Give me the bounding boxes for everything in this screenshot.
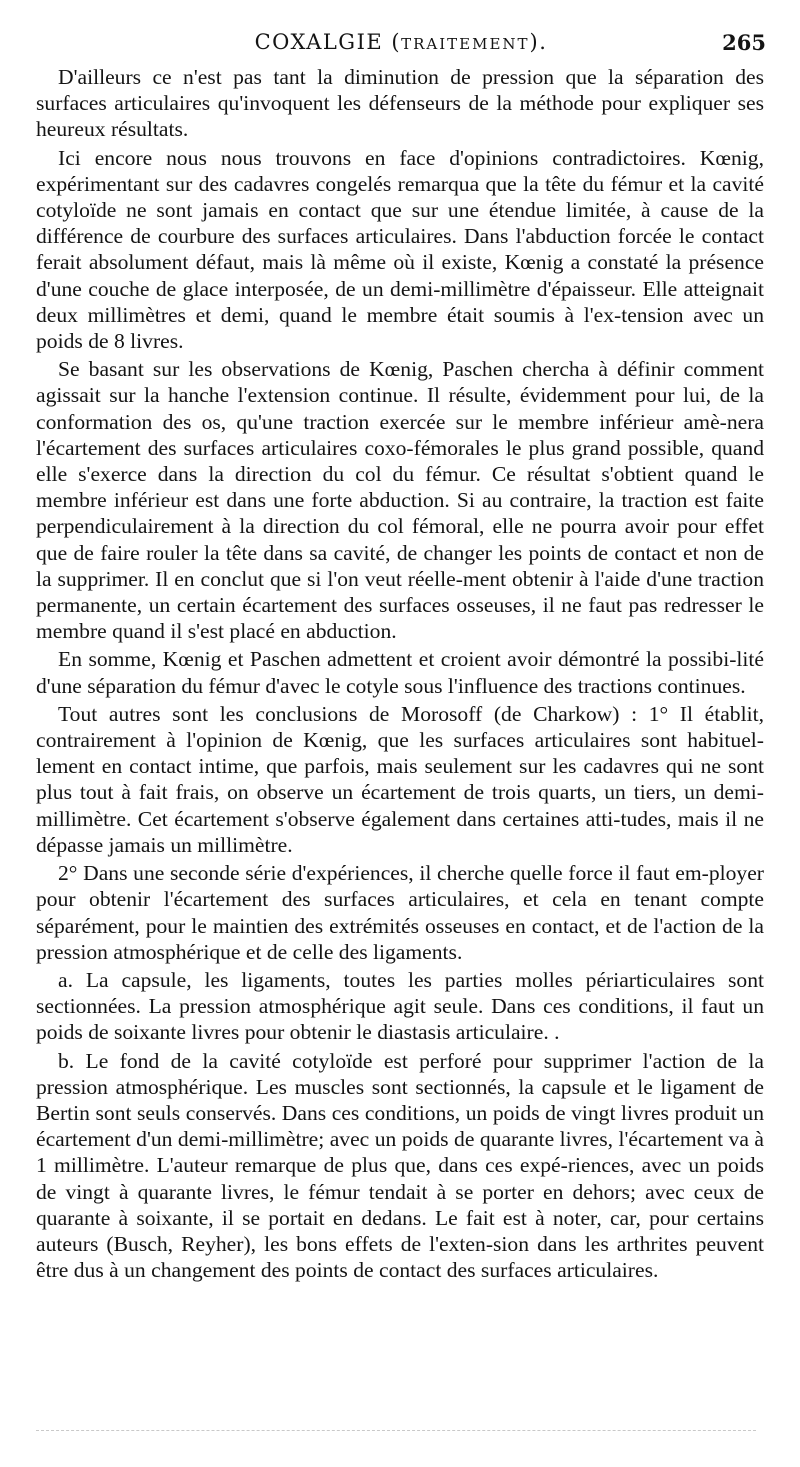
- page-number: 265: [722, 30, 766, 55]
- paragraph-4: En somme, Kœnig et Paschen admettent et croient avoir démontré la possibi-lité d'une séparation du fémur d'avec le cotyle sous l'influence des tractions continues.: [36, 647, 764, 698]
- paragraph-8: b. Le fond de la cavité cotyloïde est perforé pour supprimer l'action de la pression atmosphérique. Les muscles sont sectionnés, la capsule et le ligament de Bertin sont seuls conservés. Dans ces conditions, un poids de vingt livres produit un écartement d'un demi-millimètre; avec un poids de quarante livres, l'écartement va à 1 millimètre. L'auteur remarque de plus que, dans ces expé-riences, avec un poids de vingt à quarante livres, le fémur tendait à se porter en dehors; avec ceux de quarante à soixante, il se portait en dedans. Le fait est à noter, car, pour certains auteurs (Busch, Reyher), les bons effets de l'exten-sion dans les arthrites peuvent être dus à un changement des points de contact des surfaces articulaires.: [36, 1048, 764, 1283]
- running-title-small-caps: TRAITEMENT: [401, 35, 530, 53]
- running-title-main: COXALGIE (: [254, 30, 402, 54]
- paragraph-7: a. La capsule, les ligaments, toutes les parties molles périarticulaires sont sectionnées. La pression atmosphérique agit seule. Dans ces conditions, il faut un poids de soixante livres pour obtenir le diastasis articulaire. .: [36, 967, 764, 1045]
- running-title: [36, 30, 766, 54]
- paragraph-2: Ici encore nous nous trouvons en face d'opinions contradictoires. Kœnig, expérimentant sur des cadavres congelés remarqua que la tête du fémur et la cavité cotyloïde ne sont jamais en contact que sur une étendue limitée, à cause de la différence de courbure des surfaces articulaires. Dans l'abduction forcée le contact ferait absolument défaut, mais là même où il existe, Kœnig a constaté la présence d'une couche de glace interposée, de un demi-millimètre d'épaisseur. Elle atteignait deux millimètres et demi, quand le membre était soumis à l'ex-tension avec un poids de 8 livres.: [36, 145, 764, 354]
- paragraph-5: Tout autres sont les conclusions de Morosoff (de Charkow) : 1° Il établit, contrairement à l'opinion de Kœnig, que les surfaces articulaires sont habituel-lement en contact intime, que parfois, mais seulement sur les cadavres qui ne sont plus tout à fait frais, on observe un écartement de trois quarts, un tiers, un demi-millimètre. Cet écartement s'observe également dans certaines atti-tudes, mais il ne dépasse jamais un millimètre.: [36, 701, 764, 857]
- paragraph-1: D'ailleurs ce n'est pas tant la diminution de pression que la séparation des surfaces articulaires qu'invoquent les défenseurs de la méthode pour expliquer ses heureux résultats.: [36, 65, 764, 142]
- footer-divider: [36, 1430, 756, 1431]
- page-header: [36, 30, 766, 58]
- paragraph-6: 2° Dans une seconde série d'expériences, il cherche quelle force il faut em-ployer pour obtenir l'écartement des surfaces articulaires, et cela en tenant compte séparément, pour le maintien des extrémités osseuses en contact, et de l'action de la pression atmosphérique et de celle des ligaments.: [36, 861, 764, 964]
- paragraph-3: Se basant sur les observations de Kœnig, Paschen chercha à définir comment agissait sur la hanche l'extension continue. Il résulte, évidemment pour lui, de la conformation des os, qu'une traction exercée sur le membre inférieur amè-nera l'écartement des surfaces articulaires coxo-fémorales le plus grand possible, quand elle s'exerce dans la direction du col du fémur. Ce résultat s'obtient quand le membre inférieur est dans une forte abduction. Si au contraire, la traction est faite perpendiculairement à la direction du col fémoral, elle ne pourra avoir pour effet que de faire rouler la tête dans sa cavité, de changer les points de contact et non de la supprimer. Il en conclut que si l'on veut réelle-ment obtenir à l'aide d'une traction permanente, un certain écartement des surfaces osseuses, il ne faut pas redresser le membre quand il s'est placé en abduction.: [36, 357, 764, 644]
- running-title-end: ).: [529, 30, 548, 54]
- body-text: [36, 64, 764, 1285]
